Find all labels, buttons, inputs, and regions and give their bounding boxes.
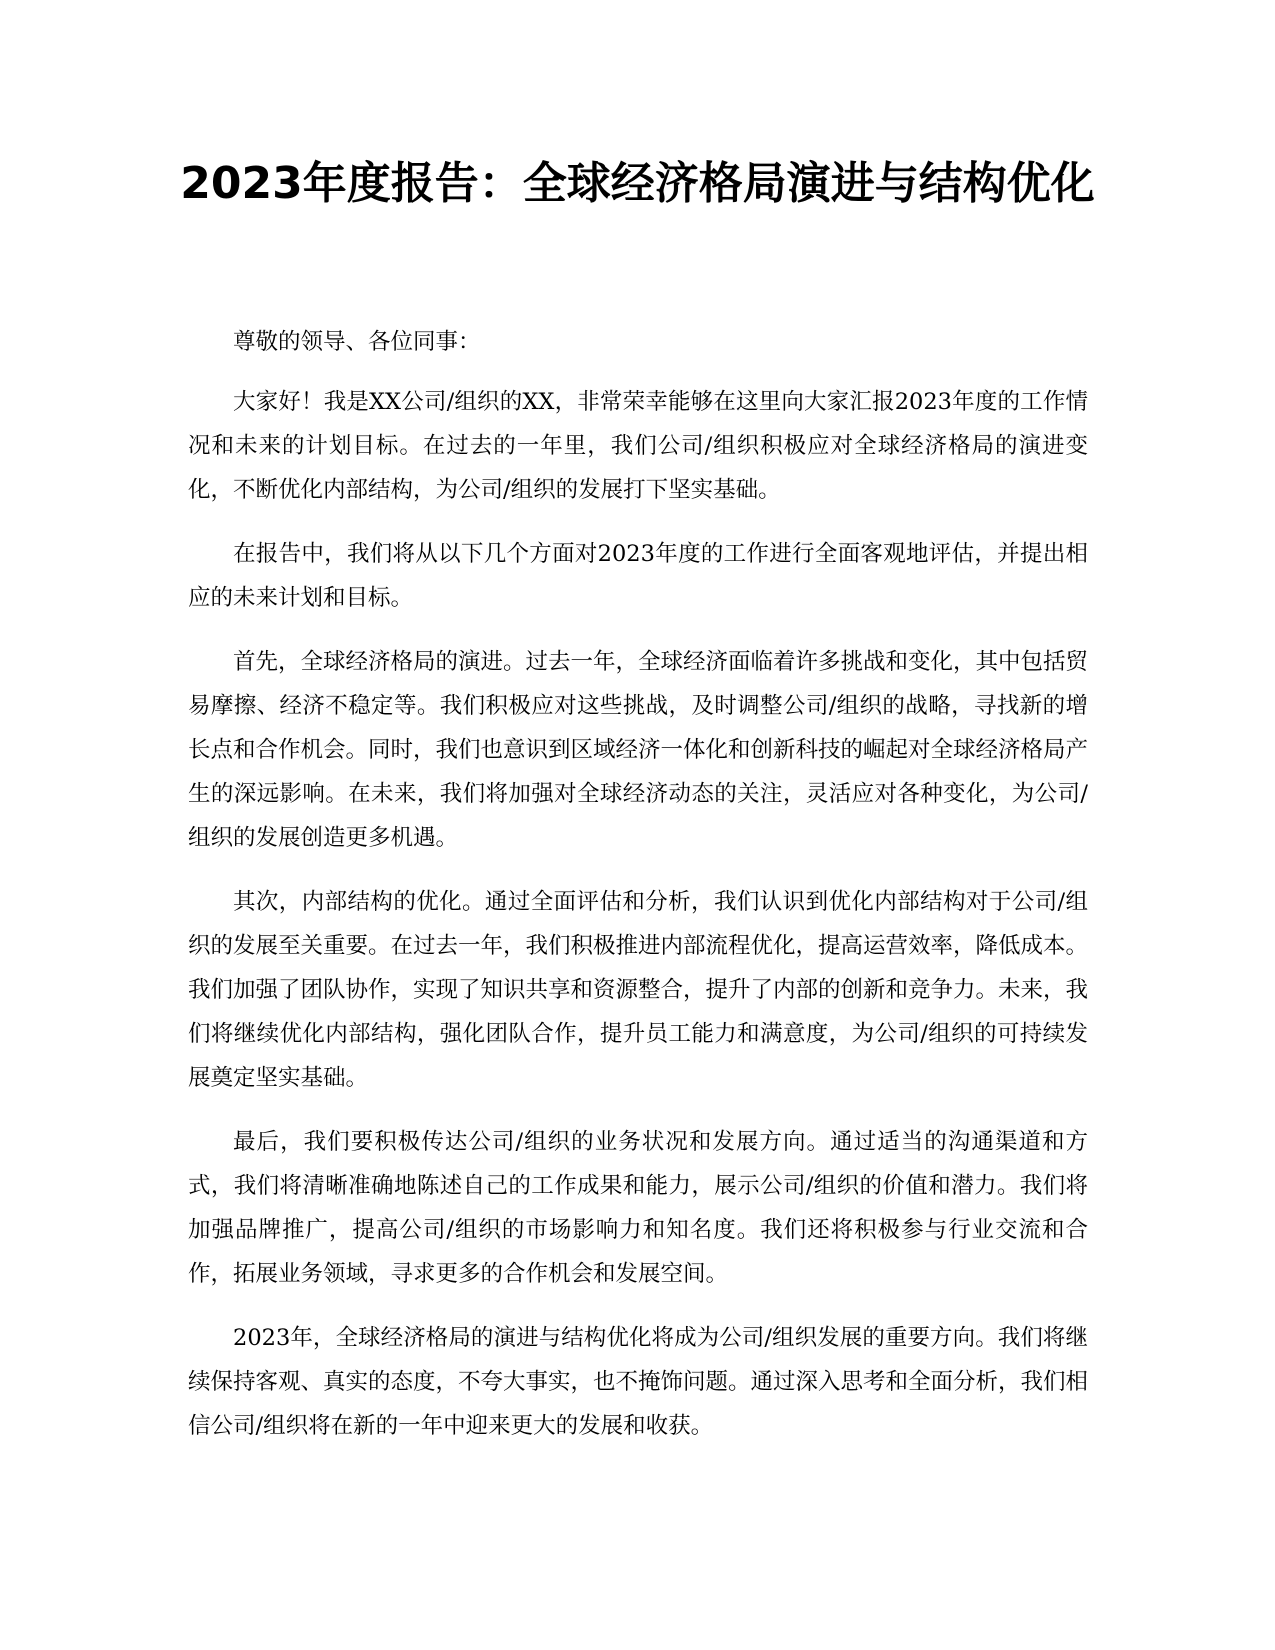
paragraph-intro: 大家好！我是XX公司/组织的XX，非常荣幸能够在这里向大家汇报2023年度的工作情况和未来的计划目标。在过去的一年里，我们公司/组织积极应对全球经济格局的演进变化，不断优化内部结构，为公司/组织的发展打下坚实基础。 — [188, 389, 1088, 503]
paragraph-overview: 在报告中，我们将从以下几个方面对2023年度的工作进行全面客观地评估，并提出相应的未来计划和目标。 — [188, 541, 1088, 611]
paragraph-internal-structure: 其次，内部结构的优化。通过全面评估和分析，我们认识到优化内部结构对于公司/组织的发展至关重要。在过去一年，我们积极推进内部流程优化，提高运营效率，降低成本。我们加强了团队协作，实现了知识共享和资源整合，提升了内部的创新和竞争力。未来，我们将继续优化内部结构，强化团队合作，提升员工能力和满意度，为公司/组织的可持续发展奠定坚实基础。 — [188, 889, 1089, 1091]
document-title: 2023年度报告：全球经济格局演进与结构优化 — [180, 158, 1095, 209]
document-body — [188, 320, 1088, 1468]
paragraph-conclusion: 2023年，全球经济格局的演进与结构优化将成为公司/组织发展的重要方向。我们将继续保持客观、真实的态度，不夸大事实，也不掩饰问题。通过深入思考和全面分析，我们相信公司/组织将在新的一年中迎来更大的发展和收获。 — [188, 1325, 1089, 1439]
salutation: 尊敬的领导、各位同事： — [233, 329, 481, 355]
paragraph-global-economy: 首先，全球经济格局的演进。过去一年，全球经济面临着许多挑战和变化，其中包括贸易摩擦、经济不稳定等。我们积极应对这些挑战，及时调整公司/组织的战略，寻找新的增长点和合作机会。同时，我们也意识到区域经济一体化和创新科技的崛起对全球经济格局产生的深远影响。在未来，我们将加强对全球经济动态的关注，灵活应对各种变化，为公司/组织的发展创造更多机遇。 — [188, 649, 1089, 851]
paragraph-communication: 最后，我们要积极传达公司/组织的业务状况和发展方向。通过适当的沟通渠道和方式，我们将清晰准确地陈述自己的工作成果和能力，展示公司/组织的价值和潜力。我们将加强品牌推广，提高公司/组织的市场影响力和知名度。我们还将积极参与行业交流和合作，拓展业务领域，寻求更多的合作机会和发展空间。 — [188, 1129, 1088, 1287]
